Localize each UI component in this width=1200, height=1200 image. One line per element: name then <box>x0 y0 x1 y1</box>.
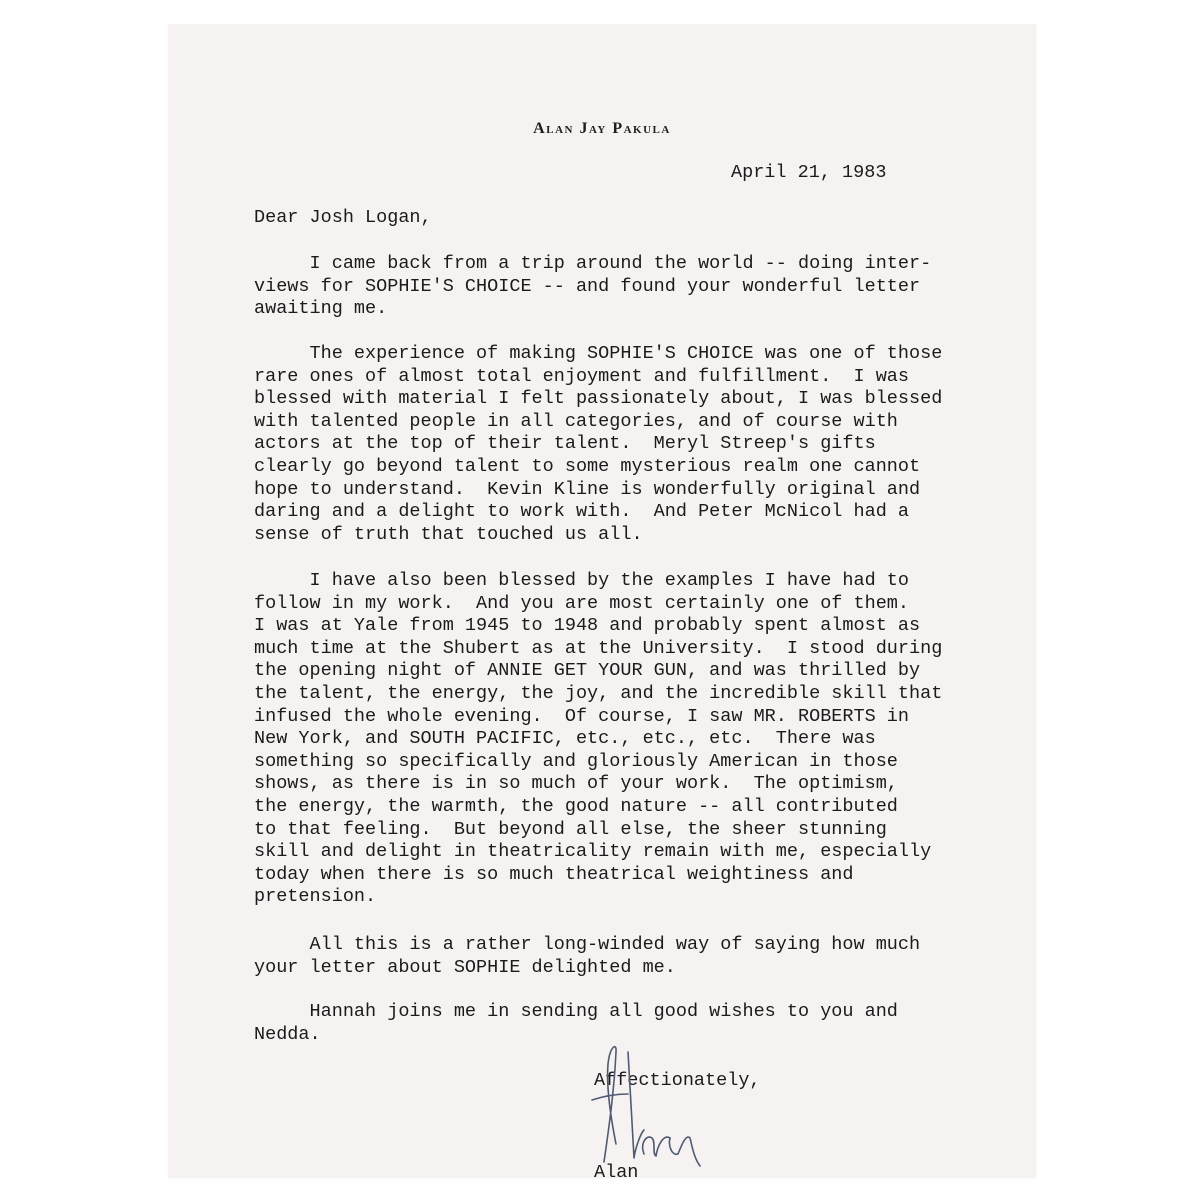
paragraph-5: Hannah joins me in sending all good wishes to you and Nedda. <box>254 1001 898 1045</box>
paragraph-3: I have also been blessed by the examples I have had to follow in my work. And you are most certainly one of them. I was at Yale from 1945 to 1948 and probably spent almost as much time at the Shubert as at the University. I stood during the opening night of ANNIE GET YOUR GUN, and was thrilled by the talent, the energy, the joy, and the incredible skill that infused the whole evening. Of course, I saw MR. ROBERTS in New York, and SOUTH PACIFIC, etc., etc., etc. There was something so specifically and gloriously American in those shows, as there is in so much of your work. The optimism, the energy, the warmth, the good nature -- all contributed to that feeling. But beyond all else, the sheer stunning skill and delight in theatricality remain with me, especially today when there is so much theatrical weightiness and pretension. <box>254 570 943 908</box>
paragraph-2: The experience of making SOPHIE'S CHOICE was one of those rare ones of almost total enjoyment and fulfillment. I was blessed with material I felt passionately about, I was blessed with talented people in all categories, and of course with actors at the top of their talent. Meryl Streep's gifts clearly go beyond talent to some mysterious realm one cannot hope to understand. Kevin Kline is wonderfully original and daring and a delight to work with. And Peter McNicol had a sense of truth that touched us all. <box>254 343 943 545</box>
typed-name: Alan <box>594 1162 639 1183</box>
letter-date: April 21, 1983 <box>731 162 887 183</box>
handwritten-signature-icon <box>582 1034 702 1174</box>
letter-page <box>168 24 1036 1183</box>
salutation: Dear Josh Logan, <box>254 207 432 228</box>
closing: Affectionately, <box>594 1070 761 1091</box>
letterhead: Alan Jay Pakula <box>533 120 671 137</box>
paragraph-1: I came back from a trip around the world -- doing inter- views for SOPHIE'S CHOICE -- and found your wonderful letter awaiting me. <box>254 253 932 320</box>
paragraph-4: All this is a rather long-winded way of saying how much your letter about SOPHIE delighted me. <box>254 934 921 978</box>
